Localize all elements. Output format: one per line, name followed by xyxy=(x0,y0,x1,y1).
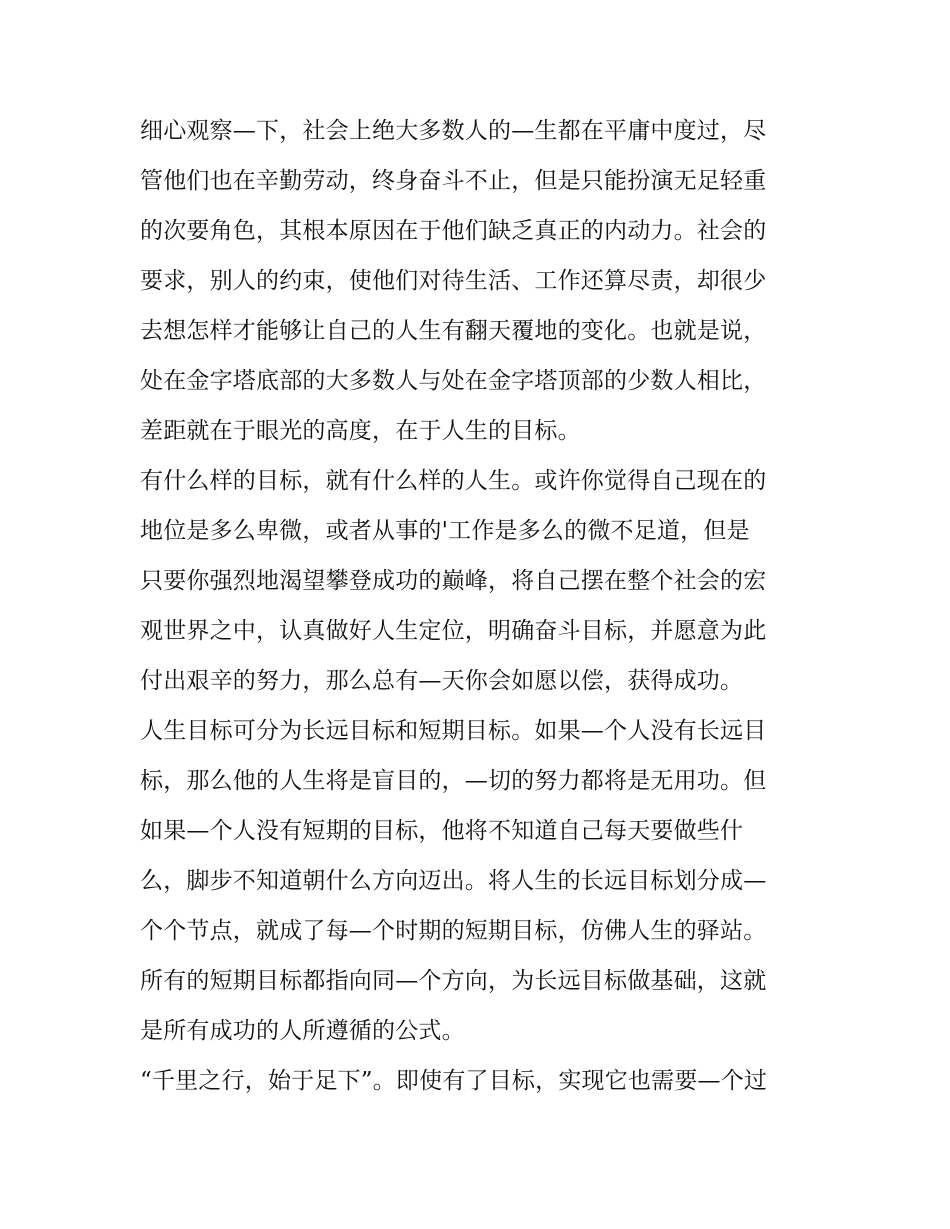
text-line: “千里之行，始于足下”。即使有了目标，实现它也需要—个过 xyxy=(140,1068,768,1094)
text-line: 细心观察—下，社会上绝大多数人的—生都在平庸中度过，尽 xyxy=(140,118,767,144)
text-line: 如果—个人没有短期的目标，他将不知道自己每天要做些什 xyxy=(140,818,744,844)
text-line: 去想怎样才能够让自己的人生有翻天覆地的变化。也就是说， xyxy=(140,318,767,344)
text-line: 么，脚步不知道朝什么方向迈出。将人生的长远目标划分成— xyxy=(140,868,767,894)
text-line: 标，那么他的人生将是盲目的，—切的努力都将是无用功。但 xyxy=(140,768,767,794)
text-line: 的次要角色，其根本原因在于他们缺乏真正的内动力。社会的 xyxy=(140,218,767,244)
text-line: 处在金字塔底部的大多数人与处在金字塔顶部的少数人相比， xyxy=(140,368,767,394)
text-line: 是所有成功的人所遵循的公式。 xyxy=(140,1018,465,1044)
text-line: 要求，别人的约束，使他们对待生活、工作还算尽责，却很少 xyxy=(140,268,767,294)
text-line: 地位是多么卑微，或者从事的'工作是多么的微不足道，但是 xyxy=(140,518,750,544)
text-line: 个个节点，就成了每—个时期的短期目标，仿佛人生的驿站。 xyxy=(140,918,767,944)
text-line: 观世界之中，认真做好人生定位，明确奋斗目标，并愿意为此 xyxy=(140,618,767,644)
text-line: 人生目标可分为长远目标和短期目标。如果—个人没有长远目 xyxy=(140,718,767,744)
text-line: 管他们也在辛勤劳动，终身奋斗不止，但是只能扮演无足轻重 xyxy=(140,168,767,194)
document-body xyxy=(140,106,820,1106)
text-line: 有什么样的目标，就有什么样的人生。或许你觉得自己现在的 xyxy=(140,468,767,494)
text-line: 付出艰辛的努力，那么总有—天你会如愿以偿，获得成功。 xyxy=(140,668,744,694)
text-line: 所有的短期目标都指向同—个方向，为长远目标做基础，这就 xyxy=(140,968,767,994)
text-line: 只要你强烈地渴望攀登成功的巅峰，将自己摆在整个社会的宏 xyxy=(140,568,767,594)
text-line: 差距就在于眼光的高度，在于人生的目标。 xyxy=(140,418,581,444)
